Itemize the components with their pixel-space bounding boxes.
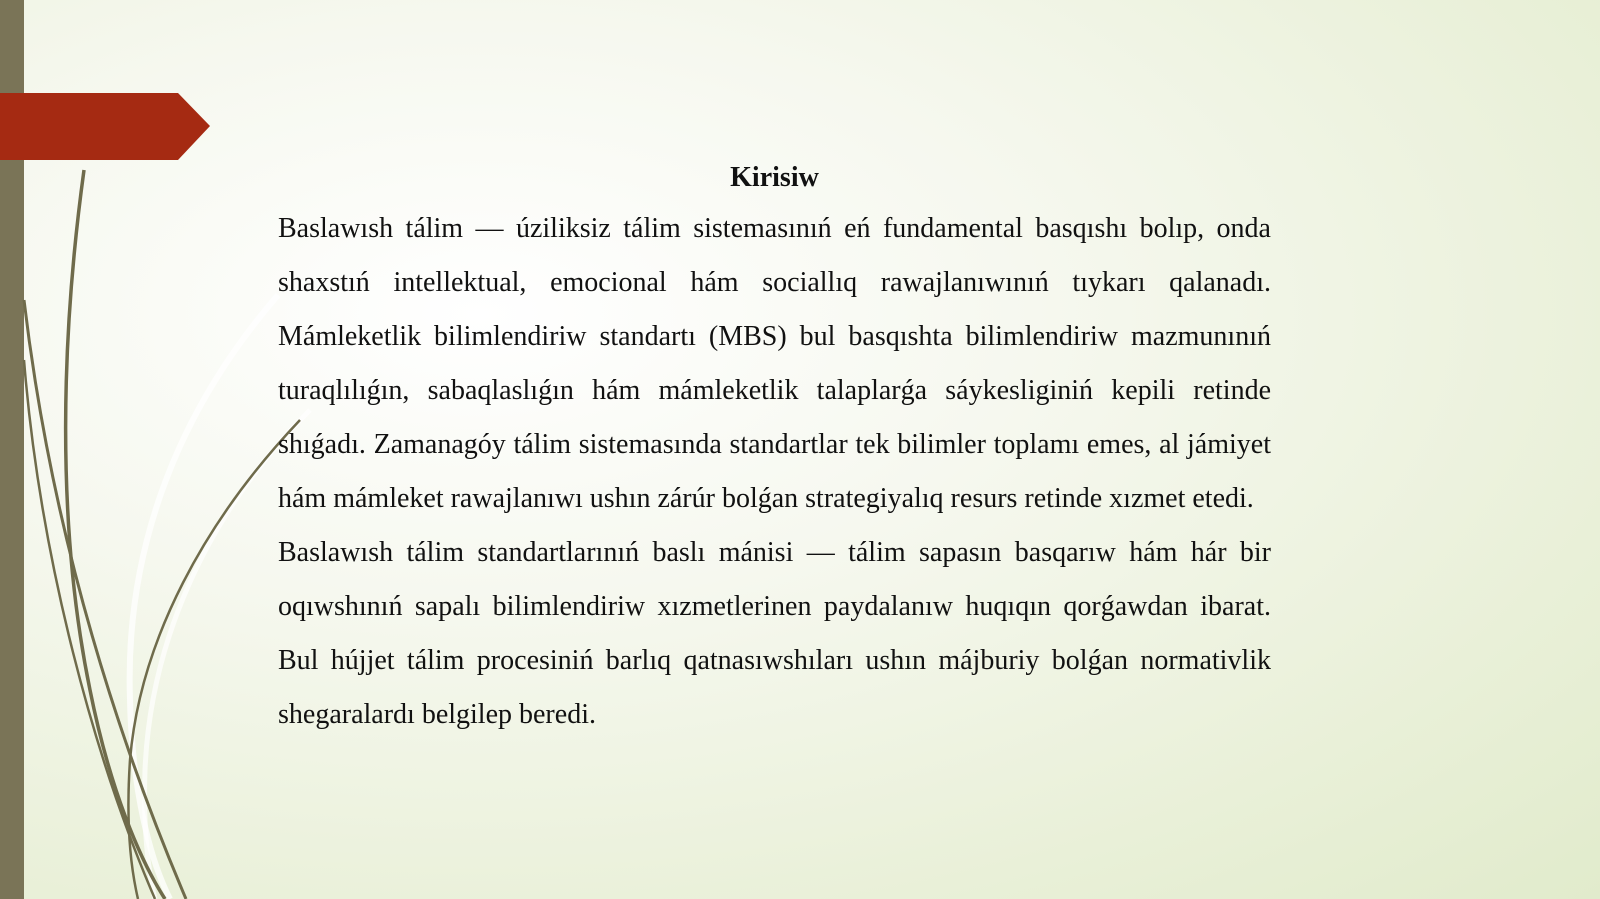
slide-content	[278, 154, 1271, 742]
light-curve-1	[130, 295, 278, 899]
slide-title: Kirisiw	[730, 162, 819, 193]
red-arrow-tab	[0, 93, 210, 160]
paragraph-2: Baslawısh tálim standartlarınıń baslı mánisi — tálim sapasın basqarıw hám hár bir oqıwshınıń sapalı bilimlendiriw xızmetlerinen paydalanıw huqıqın qorǵawdan ibarat. Bul hújjet tálim procesiniń barlıq qatnasıwshıları ushın májburiy bolǵan normativlik shegaralardı belgilep beredi.	[278, 537, 1271, 730]
dark-curve-4	[128, 420, 300, 899]
dark-curve-2	[24, 300, 186, 899]
paragraph-1: Baslawısh tálim — úziliksiz tálim sistemasınıń eń fundamental basqıshı bolıp, onda shaxstıń intellektual, emocional hám sociallıq rawajlanıwınıń tıykarı qalanadı. Mámleketlik bilimlendiriw standartı (MBS) bul basqıshta bilimlendiriw mazmunınıń turaqlılıǵın, sabaqlaslıǵın hám mámleketlik talaplarǵa sáykesliginiń kepili retinde shıǵadı. Zamanagóy tálim sistemasında standartlar tek bilimler toplamı emes, al jámiyet hám mámleket rawajlanıwı ushın zárúr bolǵan strategiyalıq resurs retinde xızmet etedi.	[278, 213, 1271, 514]
